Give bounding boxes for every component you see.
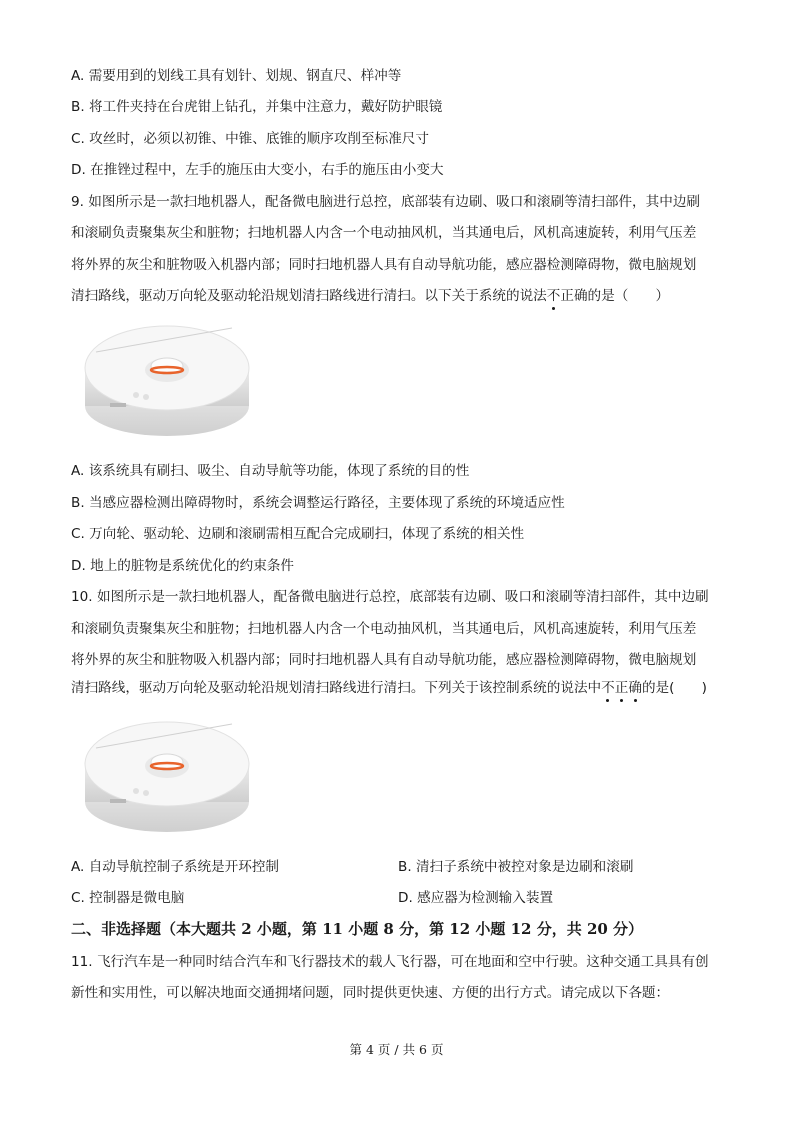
q9-stem-line: 将外界的灰尘和脏物吸入机器内部；同时扫地机器人具有自动导航功能，感应器检测障碍物，微电脑规划 [71,257,697,273]
emphasis-dot-char: 不 [546,288,561,304]
section-heading: 二、非选择题（本大题共 2 小题，第 11 小题 8 分，第 12 小题 12 分，共 20 分） [71,920,644,938]
emphasis-dot-char: 不 [601,680,615,696]
q8-option-b: B. 将工件夹持在台虎钳上钻孔，并集中注意力，戴好防护眼镜 [71,99,443,115]
q9-option-c: C. 万向轮、驱动轮、边刷和滚刷需相互配合完成刷扫，体现了系统的相关性 [71,526,525,542]
q9-stem-line: 9. 如图所示是一款扫地机器人，配备微电脑进行总控，底部装有边刷、吸口和滚刷等清扫部件，其中边刷 [71,194,701,210]
emphasis-dot-char: 正 [614,680,629,696]
q9-stem-last-line: 清扫路线，驱动万向轮及驱动轮沿规划清扫路线进行清扫。以下关于系统的说法不正确的是（ ） [71,288,670,304]
q10-option-c: C. 控制器是微电脑 [71,890,185,906]
robot-vacuum-image [82,714,252,836]
q11-stem-line: 新性和实用性，可以解决地面交通拥堵问题，同时提供更快速、方便的出行方式。请完成以下各题： [71,985,670,1001]
q11-stem-line: 11. 飞行汽车是一种同时结合汽车和飞行器技术的载人飞行器，可在地面和空中行驶。这种交通工具具有创 [71,954,709,970]
q10-stem-line: 和滚刷负责聚集灰尘和脏物；扫地机器人内含一个电动抽风机，当其通电后，风机高速旋转，利用气压差 [71,621,697,637]
q10-option-d: D. 感应器为检测输入装置 [398,890,554,906]
q10-stem-last-line: 清扫路线，驱动万向轮及驱动轮沿规划清扫路线进行清扫。下列关于该控制系统的说法中不正确的是( ) [71,680,707,696]
q9-option-d: D. 地上的脏物是系统优化的约束条件 [71,558,295,574]
q9-stem-line: 和滚刷负责聚集灰尘和脏物；扫地机器人内含一个电动抽风机，当其通电后，风机高速旋转，利用气压差 [71,225,697,241]
q10-stem-line: 将外界的灰尘和脏物吸入机器内部；同时扫地机器人具有自动导航功能，感应器检测障碍物，微电脑规划 [71,652,697,668]
q8-option-a: A. 需要用到的划线工具有划针、划规、钢直尺、样冲等 [71,68,402,84]
q8-option-c: C. 攻丝时，必须以初锥、中锥、底锥的顺序攻削至标准尺寸 [71,131,429,147]
page-footer: 第 4 页 / 共 6 页 [349,1042,444,1057]
q9-option-a: A. 该系统具有刷扫、吸尘、自动导航等功能，体现了系统的目的性 [71,463,470,479]
q10-stem-line: 10. 如图所示是一款扫地机器人，配备微电脑进行总控，底部装有边刷、吸口和滚刷等清扫部件，其中边刷 [71,589,709,605]
q10-option-a: A. 自动导航控制子系统是开环控制 [71,859,280,875]
q9-option-b: B. 当感应器检测出障碍物时，系统会调整运行路径，主要体现了系统的环境适应性 [71,495,565,511]
emphasis-dot-char: 确 [628,680,642,696]
q8-option-d: D. 在推锉过程中，左手的施压由大变小，右手的施压由小变大 [71,162,444,178]
q10-option-b: B. 清扫子系统中被控对象是边刷和滚刷 [398,859,634,875]
robot-vacuum-image [82,318,252,440]
